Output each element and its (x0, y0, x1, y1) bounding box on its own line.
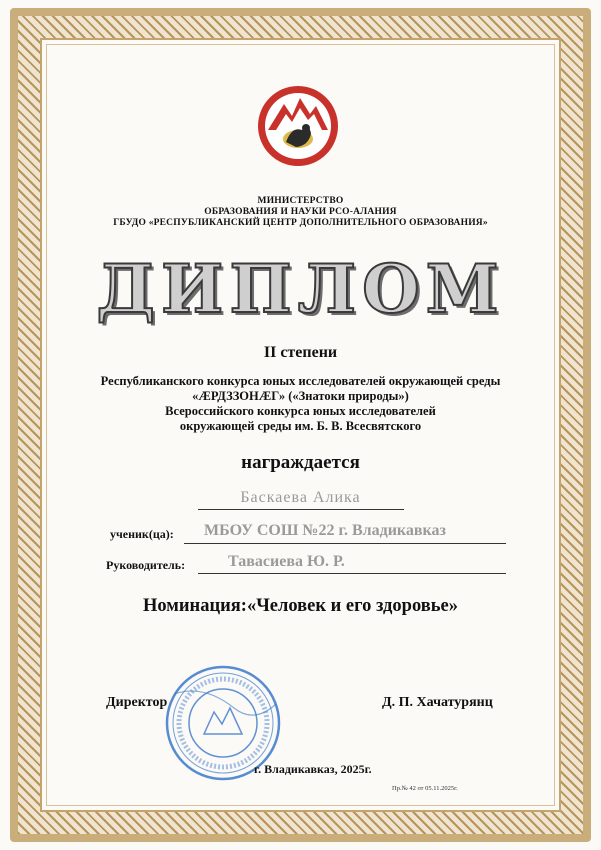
contest-line-2: «ÆРДЗЗОНÆГ» («Знатоки природы») (192, 389, 409, 403)
place-date: г. Владикавказ, 2025г. (254, 762, 372, 776)
student-label: ученик(ца): (110, 527, 174, 541)
degree-label: II степени (263, 344, 338, 361)
director-label: Директор (106, 695, 168, 710)
supervisor-value: Тавасиева Ю. Р. (228, 553, 345, 570)
contest-description (0, 374, 601, 434)
ministry-line-2: ОБРАЗОВАНИЯ И НАУКИ РСО-АЛАНИЯ (204, 207, 397, 217)
ministry-header (0, 196, 601, 229)
ministry-line-3: ГБУДО «РЕСПУБЛИКАНСКИЙ ЦЕНТР ДОПОЛНИТЕЛЬНОГО ОБРАЗОВАНИЯ» (113, 218, 488, 228)
student-name-underline (198, 509, 404, 510)
contest-line-3: Всероссийского конкурса юных исследователей (165, 404, 436, 418)
supervisor-underline (198, 573, 506, 574)
student-name: Баскаева Алика (240, 489, 361, 506)
nomination-text: Номинация:«Человек и его здоровье» (143, 596, 458, 616)
contest-line-1: Республиканского конкурса юных исследователей окружающей среды (100, 374, 501, 388)
registration-number: Пр.№ 42 от 05.11.2025г. (392, 785, 458, 792)
coat-of-arms-icon (256, 84, 340, 168)
student-school-underline (184, 543, 506, 544)
diploma-title: ДИПЛОМ (96, 250, 505, 328)
awarded-label: награждается (241, 452, 360, 473)
student-school-value: МБОУ СОШ №22 г. Владикавказ (204, 522, 446, 539)
contest-line-4: окружающей среды им. Б. В. Всесвятского (179, 419, 422, 433)
director-name: Д. П. Хачатурянц (382, 695, 493, 710)
supervisor-label: Руководитель: (106, 558, 186, 572)
ministry-line-1: МИНИСТЕРСТВО (257, 196, 344, 206)
